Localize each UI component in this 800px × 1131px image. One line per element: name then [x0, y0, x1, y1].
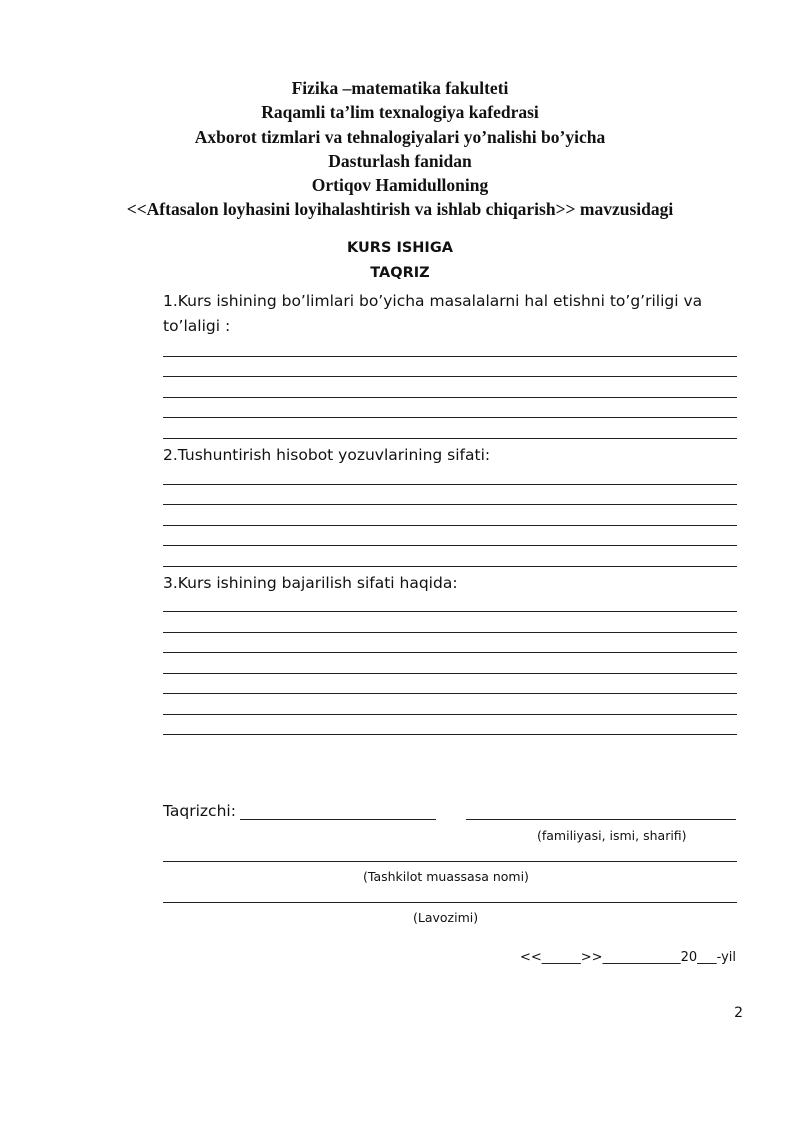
answer-line[interactable]	[163, 734, 737, 735]
study-direction: Axborot tizmlari va tehnalogiyalari yo’nalishi bo’yicha	[194, 126, 606, 147]
answer-line[interactable]	[163, 673, 737, 674]
answer-line[interactable]	[163, 632, 737, 633]
answer-line[interactable]	[163, 714, 737, 715]
answer-line[interactable]	[163, 504, 737, 505]
page-number: 2	[734, 1005, 743, 1021]
answer-line[interactable]	[163, 525, 737, 526]
title-review: TAQRIZ	[370, 265, 430, 281]
reviewer-signature-line[interactable]	[240, 819, 436, 820]
name-caption: (familiyasi, ismi, sharifi)	[537, 828, 687, 843]
project-topic: <<Aftasalon loyhasini loyihalashtirish va ishlab chiqarish>> mavzusidagi	[126, 199, 674, 220]
answer-line[interactable]	[163, 566, 737, 567]
answer-line[interactable]	[163, 417, 737, 418]
position-line[interactable]	[163, 902, 737, 903]
date-field[interactable]: <<______>>____________20___-yil	[520, 950, 736, 965]
organization-caption: (Tashkilot muassasa nomi)	[363, 869, 529, 884]
answer-line[interactable]	[163, 397, 737, 398]
position-caption: (Lavozimi)	[413, 910, 479, 925]
reviewer-label: Taqrizchi:	[163, 802, 236, 820]
question-1: 1.Kurs ishining bo’limlari bo’yicha masalalarni hal etishni to’g’riligi va to’laligi :	[163, 292, 703, 335]
answer-line[interactable]	[163, 611, 737, 612]
reviewer-name-line[interactable]	[466, 819, 736, 820]
answer-line[interactable]	[163, 693, 737, 694]
answer-line[interactable]	[163, 545, 737, 546]
title-course-work: KURS ISHIGA	[347, 240, 453, 256]
organization-line[interactable]	[163, 861, 737, 862]
faculty-name: Fizika –matematika fakulteti	[291, 78, 509, 98]
document-header	[0, 76, 800, 222]
answer-line[interactable]	[163, 376, 737, 377]
answer-line[interactable]	[163, 484, 737, 485]
subject-name: Dasturlash fanidan	[328, 150, 472, 171]
answer-line[interactable]	[163, 356, 737, 357]
question-2: 2.Tushuntirish hisobot yozuvlarining sifati:	[163, 446, 491, 464]
department-name: Raqamli ta’lim texnalogiya kafedrasi	[261, 102, 539, 123]
answer-line[interactable]	[163, 438, 737, 439]
student-name: Ortiqov Hamidulloning	[311, 175, 489, 196]
answer-line[interactable]	[163, 652, 737, 653]
question-3: 3.Kurs ishining bajarilish sifati haqida:	[163, 574, 458, 592]
